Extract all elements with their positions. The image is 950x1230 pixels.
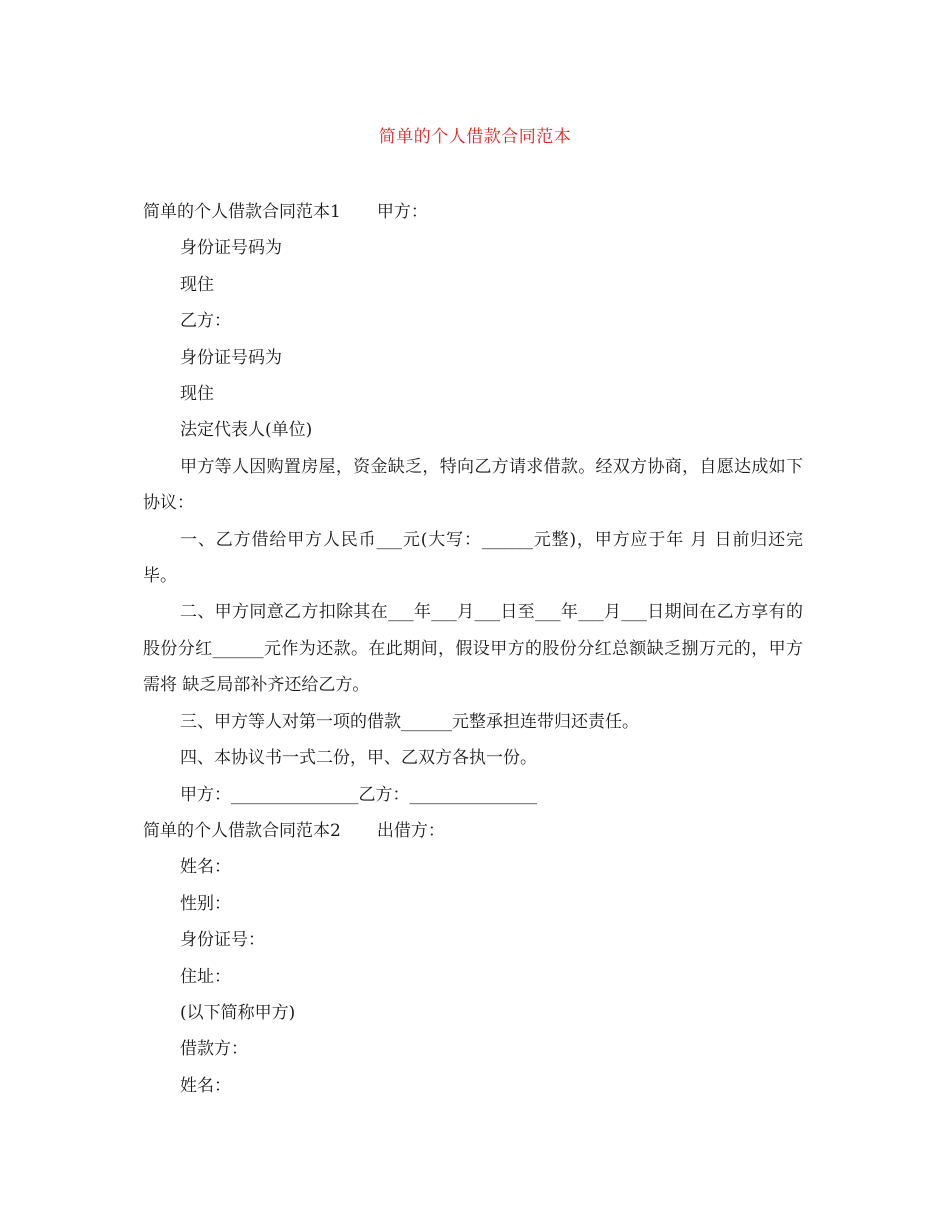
- borrower-name-line: 姓名：: [180, 1075, 231, 1096]
- section2-heading: 简单的个人借款合同范本2: [143, 820, 341, 841]
- lender-alias-line: (以下简称甲方): [180, 1002, 296, 1023]
- address-line-a: 现住: [180, 274, 214, 295]
- section1-heading-line: [143, 194, 803, 230]
- agreement-intro: 甲方等人因购置房屋，资金缺乏，特向乙方请求借款。经双方协商，自愿达成如下协议：: [143, 456, 803, 514]
- borrower-label: 借款方：: [180, 1039, 248, 1060]
- lender-label: 出借方：: [376, 820, 445, 841]
- section1-heading: 简单的个人借款合同范本1: [143, 202, 341, 222]
- id-number-line-b: 身份证号码为: [180, 347, 282, 368]
- lender-id-line: 身份证号：: [180, 930, 265, 951]
- legal-representative-line: 法定代表人(单位): [180, 420, 313, 441]
- lender-address-line: 住址：: [180, 966, 231, 987]
- party-a-label: 甲方：: [376, 202, 428, 222]
- document-title: 简单的个人借款合同范本: [378, 127, 572, 147]
- clause-4: 四、本协议书一式二份，甲、乙双方各执一份。: [180, 748, 537, 769]
- document-body: [143, 194, 803, 1104]
- lender-name-line: 姓名：: [180, 857, 231, 878]
- clause-3: 三、甲方等人对第一项的借款______元整承担连带归还责任。: [180, 711, 639, 732]
- clause-2: 二、甲方同意乙方扣除其在___年___月___日至___年___月___日期间在乙方享有的股份分红______元作为还款。在此期间，假设甲方的股份分红总额缺乏捌万元的，甲方需将 缺乏局部补齐还给乙方。: [143, 602, 803, 696]
- party-b-label: 乙方：: [180, 311, 231, 332]
- address-line-b: 现住: [180, 384, 214, 405]
- section2-heading-line: [143, 813, 803, 849]
- id-number-line-a: 身份证号码为: [180, 238, 282, 259]
- lender-gender-line: 性别：: [180, 893, 231, 914]
- clause-1: 一、乙方借给甲方人民币___元(大写：______元整)，甲方应于年 月 日前归还完毕。: [143, 529, 803, 587]
- signature-line: 甲方：_______________乙方：_______________: [180, 784, 537, 805]
